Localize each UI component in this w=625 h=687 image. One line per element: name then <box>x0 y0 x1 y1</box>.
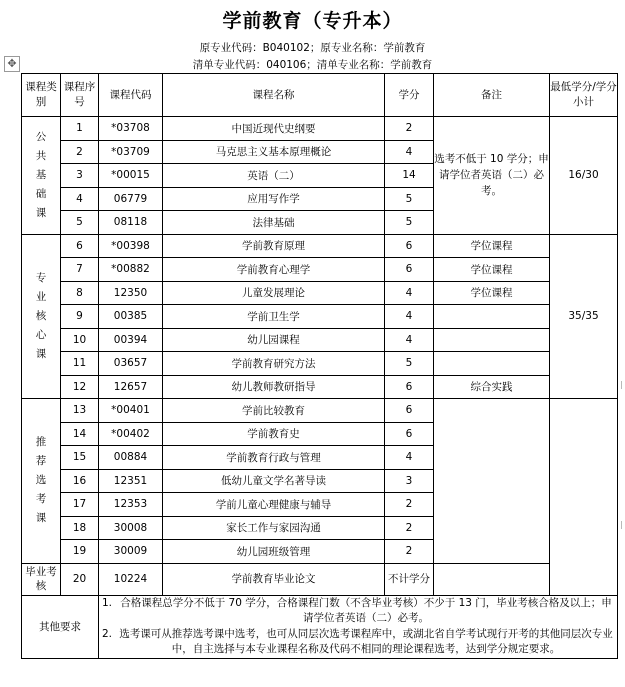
cell-credit: 4 <box>385 140 434 164</box>
cell-remark: 综合实践 <box>434 375 550 399</box>
cell-seq: 11 <box>61 352 99 376</box>
table-row <box>22 328 618 352</box>
cell-name: 儿童发展理论 <box>163 281 385 305</box>
cell-code: 12350 <box>99 281 163 305</box>
cell-seq: 7 <box>61 258 99 282</box>
cell-seq: 18 <box>61 516 99 540</box>
requirement-number: 1. <box>101 596 113 609</box>
cell-credit: 4 <box>385 328 434 352</box>
cell-seq: 13 <box>61 399 99 423</box>
table-row <box>22 305 618 329</box>
header-category: 课程类别 <box>22 74 61 117</box>
cell-seq: 5 <box>61 211 99 235</box>
cell-seq: 10 <box>61 328 99 352</box>
cell-code: 00394 <box>99 328 163 352</box>
table-row <box>22 234 618 258</box>
category-recommended: 推 荐 选 考 课 <box>22 399 61 564</box>
cell-name: 学前教育毕业论文 <box>163 563 385 595</box>
cell-credit: 5 <box>385 187 434 211</box>
requirement-text: 合格课程总学分不低于 70 学分，合格课程门数（不含毕业考核）不少于 13 门，毕业考核合格及以上；申请学位者英语（二）必考。 <box>120 596 612 624</box>
cell-credit: 4 <box>385 281 434 305</box>
cell-seq: 16 <box>61 469 99 493</box>
recommended-remark <box>434 399 550 564</box>
cell-credit: 不计学分 <box>385 563 434 595</box>
cell-code: 00385 <box>99 305 163 329</box>
header-min-credit: 最低学分/学分小计 <box>550 74 618 117</box>
cell-code: 03657 <box>99 352 163 376</box>
cell-seq: 20 <box>61 563 99 595</box>
cell-credit: 6 <box>385 399 434 423</box>
cell-remark: 学位课程 <box>434 258 550 282</box>
cell-name: 家长工作与家园沟通 <box>163 516 385 540</box>
cell-seq: 17 <box>61 493 99 517</box>
cell-credit: 6 <box>385 422 434 446</box>
margin-marker: | <box>620 380 623 389</box>
cell-credit: 2 <box>385 540 434 564</box>
cell-seq: 6 <box>61 234 99 258</box>
cell-name: 学前教育研究方法 <box>163 352 385 376</box>
cell-code: *00401 <box>99 399 163 423</box>
cell-seq: 2 <box>61 140 99 164</box>
cell-name: 法律基础 <box>163 211 385 235</box>
cell-name: 幼儿教师教研指导 <box>163 375 385 399</box>
cell-code: *00015 <box>99 164 163 188</box>
cell-code: *00882 <box>99 258 163 282</box>
cell-code: 06779 <box>99 187 163 211</box>
requirement-number: 2. <box>101 627 113 640</box>
cell-seq: 12 <box>61 375 99 399</box>
cell-code: 10224 <box>99 563 163 595</box>
cell-credit: 6 <box>385 234 434 258</box>
header-remark: 备注 <box>434 74 550 117</box>
cell-code: 08118 <box>99 211 163 235</box>
cell-seq: 19 <box>61 540 99 564</box>
cell-credit: 14 <box>385 164 434 188</box>
cell-name: 应用写作学 <box>163 187 385 211</box>
cell-remark <box>434 305 550 329</box>
category-public: 公 共 基 础 课 <box>22 117 61 235</box>
cell-remark <box>434 563 550 595</box>
cell-credit: 2 <box>385 117 434 141</box>
cell-credit: 4 <box>385 446 434 470</box>
cell-credit: 2 <box>385 493 434 517</box>
cell-credit: 5 <box>385 211 434 235</box>
requirement-item <box>99 627 617 658</box>
cell-name: 学前教育行政与管理 <box>163 446 385 470</box>
cell-name: 中国近现代史纲要 <box>163 117 385 141</box>
header-seq: 课程序号 <box>61 74 99 117</box>
cell-remark <box>434 328 550 352</box>
header-name: 课程名称 <box>163 74 385 117</box>
table-row <box>22 563 618 595</box>
cell-credit: 3 <box>385 469 434 493</box>
table-row <box>22 258 618 282</box>
cell-code: *00402 <box>99 422 163 446</box>
cell-code: 12657 <box>99 375 163 399</box>
cell-name: 学前教育史 <box>163 422 385 446</box>
cell-seq: 14 <box>61 422 99 446</box>
other-requirements-row <box>22 595 618 658</box>
core-min-credit: 35/35 <box>550 234 618 399</box>
cell-name: 学前儿童心理健康与辅导 <box>163 493 385 517</box>
cell-code: 00884 <box>99 446 163 470</box>
cell-name: 学前教育心理学 <box>163 258 385 282</box>
cell-seq: 1 <box>61 117 99 141</box>
requirement-item <box>99 596 617 627</box>
cell-code: *00398 <box>99 234 163 258</box>
page-title: 学前教育（专升本） <box>222 10 403 32</box>
cell-code: 30008 <box>99 516 163 540</box>
cell-code: *03709 <box>99 140 163 164</box>
recommended-min-credit <box>550 399 618 596</box>
list-major-info: 清单专业代码：040106；清单专业名称：学前教育 <box>192 59 433 71</box>
cell-credit: 4 <box>385 305 434 329</box>
public-note: 选考不低于 10 学分；申请学位者英语（二）必考。 <box>434 117 550 235</box>
cell-name: 学前比较教育 <box>163 399 385 423</box>
cell-remark <box>434 352 550 376</box>
cell-credit: 6 <box>385 258 434 282</box>
cell-name: 学前卫生学 <box>163 305 385 329</box>
cell-seq: 9 <box>61 305 99 329</box>
cell-name: 幼儿园课程 <box>163 328 385 352</box>
table-move-handle-icon[interactable]: ✥ <box>4 56 20 72</box>
category-core: 专 业 核 心 课 <box>22 234 61 399</box>
cell-code: 12353 <box>99 493 163 517</box>
requirement-text: 选考课可从推荐选考课中选考，也可从同层次选考课程库中，或湖北省自学考试现行开考的其他同层次专业中，自主选择与本专业课程名称及代码不相同的理论课程选考，达到学分规定要求。 <box>119 627 613 655</box>
cell-seq: 8 <box>61 281 99 305</box>
table-row <box>22 399 618 423</box>
header-code: 课程代码 <box>99 74 163 117</box>
category-graduation: 毕业考核 <box>22 563 61 595</box>
cell-remark: 学位课程 <box>434 281 550 305</box>
cell-name: 低幼儿童文学名著导读 <box>163 469 385 493</box>
margin-marker: | <box>620 520 623 529</box>
cell-seq: 15 <box>61 446 99 470</box>
curriculum-table <box>21 73 618 659</box>
cell-code: 12351 <box>99 469 163 493</box>
cell-name: 幼儿园班级管理 <box>163 540 385 564</box>
table-row <box>22 352 618 376</box>
cell-seq: 3 <box>61 164 99 188</box>
cell-credit: 5 <box>385 352 434 376</box>
table-row <box>22 375 618 399</box>
cell-code: *03708 <box>99 117 163 141</box>
other-requirements-label: 其他要求 <box>22 595 99 658</box>
cell-credit: 6 <box>385 375 434 399</box>
cell-credit: 2 <box>385 516 434 540</box>
other-requirements-content <box>99 595 618 658</box>
cell-remark: 学位课程 <box>434 234 550 258</box>
table-row <box>22 281 618 305</box>
cell-code: 30009 <box>99 540 163 564</box>
header-credit: 学分 <box>385 74 434 117</box>
cell-name: 马克思主义基本原理概论 <box>163 140 385 164</box>
original-major-info: 原专业代码：B040102；原专业名称：学前教育 <box>199 42 426 54</box>
table-row <box>22 117 618 141</box>
cell-name: 学前教育原理 <box>163 234 385 258</box>
cell-seq: 4 <box>61 187 99 211</box>
table-header-row <box>22 74 618 117</box>
cell-name: 英语（二） <box>163 164 385 188</box>
public-min-credit: 16/30 <box>550 117 618 235</box>
